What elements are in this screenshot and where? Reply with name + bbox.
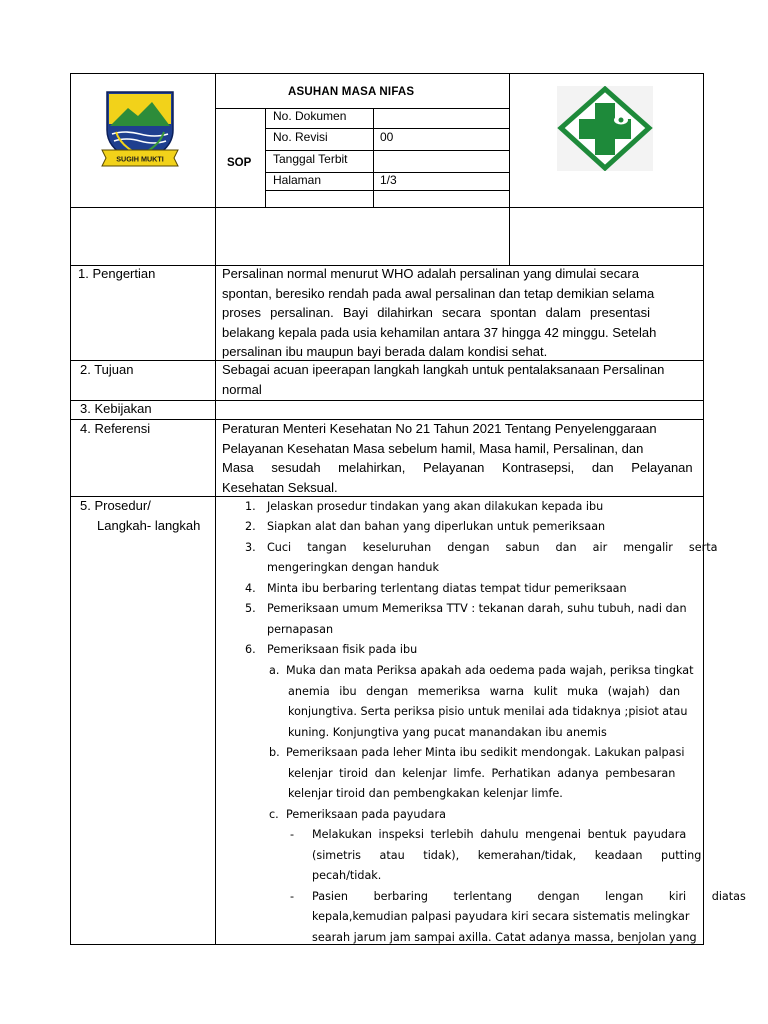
bullet-mark: - — [290, 890, 295, 903]
section-content-tujuan — [222, 360, 695, 399]
step-number: 2. — [245, 520, 256, 533]
section-content-referensi — [222, 419, 695, 497]
puskesmas-cross-icon — [557, 86, 653, 171]
field-label: No. Revisi — [273, 130, 328, 144]
content-line: Sebagai acuan ipeerapan langkah langkah untuk pentalaksanaan Persalinan — [222, 362, 665, 377]
field-label: Tanggal Terbit — [273, 152, 348, 166]
content-line: proses persalinan. Bayi dilahirkan secara spontan dalam presentasi — [222, 305, 650, 320]
content-line: Peraturan Menteri Kesehatan No 21 Tahun 2021 Tentang Penyelenggaraan — [222, 421, 657, 436]
content-line: Kesehatan Seksual. — [222, 479, 338, 495]
section-label-prosedur: 5. Prosedur/ — [80, 498, 151, 513]
page-title: ASUHAN MASA NIFAS — [288, 86, 415, 98]
sub-letter: a. — [269, 664, 280, 677]
field-label: No. Dokumen — [273, 109, 347, 123]
step-number: 1. — [245, 500, 256, 513]
step-text: Cuci tangan keseluruhan dengan sabun dan air mengalir serta — [267, 541, 718, 554]
logo-left — [100, 86, 180, 168]
regency-crest-icon — [100, 86, 180, 168]
logo-motto: SUGIH MUKTI — [116, 154, 164, 164]
bullet-mark: - — [290, 828, 295, 841]
sub-letter: b. — [269, 746, 280, 759]
sub-text: Pemeriksaan pada payudara — [286, 808, 446, 821]
bullet-text: Pasien berbaring terlentang dengan lengan kiri diatas — [312, 890, 746, 903]
step-text: Jelaskan prosedur tindakan yang akan dilakukan kepada ibu — [267, 500, 604, 513]
content-line: persalinan ibu maupun bayi berada dalam kondisi sehat. — [222, 344, 548, 359]
sub-text: kuning. Konjungtiva yang pucat manandakan ibu anemis — [288, 726, 607, 739]
sub-text: anemia ibu dengan memeriksa warna kulit muka (wajah) dan — [288, 685, 681, 698]
content-line: normal — [222, 381, 262, 397]
content-line: Pelayanan Kesehatan Masa sebelum hamil, Masa hamil, Persalinan, dan — [222, 440, 644, 456]
logo-right — [557, 86, 653, 171]
field-value: 00 — [380, 130, 394, 144]
section-label-pengertian: 1. Pengertian — [78, 266, 156, 281]
step-number: 5. — [245, 602, 256, 615]
content-line: Masa sesudah melahirkan, Pelayanan Kontrasepsi, dan Pelayanan — [222, 460, 693, 475]
section-label-kebijakan: 3. Kebijakan — [80, 401, 152, 416]
sub-letter: c. — [269, 808, 279, 821]
step-number: 3. — [245, 541, 256, 554]
section-content-pengertian — [222, 264, 695, 362]
step-text: mengeringkan dengan handuk — [267, 561, 439, 574]
content-line: belakang kepala pada usia kehamilan antara 37 hingga 42 minggu. Setelah — [222, 324, 657, 340]
field-value: 1/3 — [380, 173, 397, 187]
bullet-text: searah jarum jam sampai axilla. Catat adanya massa, benjolan yang — [312, 931, 697, 944]
bullet-text: (simetris atau tidak), kemerahan/tidak, keadaan putting — [312, 849, 702, 862]
sop-label: SOP — [227, 157, 252, 169]
sub-text: Muka dan mata Periksa apakah ada oedema pada wajah, periksa tingkat — [286, 664, 694, 677]
bullet-text: pecah/tidak. — [312, 869, 382, 882]
field-label: Halaman — [273, 173, 322, 187]
section-label-prosedur-sub: Langkah- langkah — [97, 518, 201, 533]
sub-text: Pemeriksaan pada leher Minta ibu sedikit mendongak. Lakukan palpasi — [286, 746, 685, 759]
step-number: 4. — [245, 582, 256, 595]
step-number: 6. — [245, 643, 256, 656]
content-line: spontan, beresiko rendah pada awal persalinan dan tetap demikian selama — [222, 285, 655, 301]
sub-text: kelenjar tiroid dan kelenjar limfe. Perhatikan adanya pembesaran — [288, 767, 676, 780]
step-text: Minta ibu berbaring terlentang diatas tempat tidur pemeriksaan — [267, 582, 627, 595]
bullet-text: kepala,kemudian palpasi payudara kiri secara sistematis melingkar — [312, 910, 690, 923]
content-line: Persalinan normal menurut WHO adalah persalinan yang dimulai secara — [222, 266, 639, 281]
sub-text: kelenjar tiroid dan pembengkakan kelenjar limfe. — [288, 787, 563, 800]
sub-text: konjungtiva. Serta periksa pisio untuk menilai ada tidaknya ;pisiot atau — [288, 705, 688, 718]
step-text: pernapasan — [267, 623, 334, 636]
step-text: Pemeriksaan umum Memeriksa TTV : tekanan darah, suhu tubuh, nadi dan — [267, 602, 687, 615]
step-text: Siapkan alat dan bahan yang diperlukan untuk pemeriksaan — [267, 520, 606, 533]
section-label-referensi: 4. Referensi — [80, 421, 151, 436]
step-text: Pemeriksaan fisik pada ibu — [267, 643, 418, 656]
bullet-text: Melakukan inspeksi terlebih dahulu mengenai bentuk payudara — [312, 828, 687, 841]
section-label-tujuan: 2. Tujuan — [80, 362, 134, 377]
